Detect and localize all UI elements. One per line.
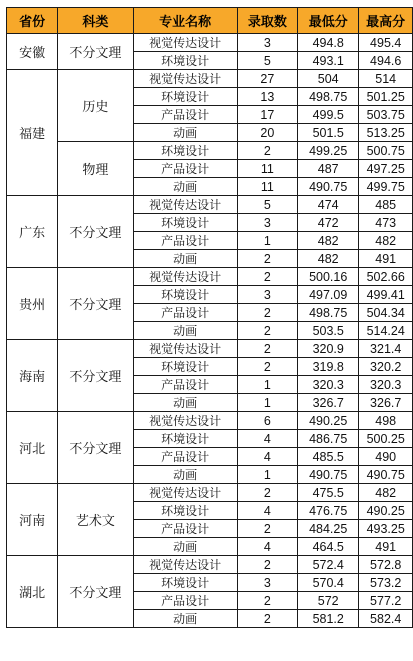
major-cell: 产品设计 — [133, 592, 237, 610]
max-score-cell: 500.25 — [359, 430, 413, 448]
major-cell: 动画 — [133, 610, 237, 628]
major-cell: 环境设计 — [133, 574, 237, 592]
admitted-count-cell: 11 — [237, 160, 297, 178]
max-score-cell: 473 — [359, 214, 413, 232]
admission-scores-table — [6, 7, 413, 628]
major-cell: 视觉传达设计 — [133, 412, 237, 430]
min-score-cell: 503.5 — [298, 322, 359, 340]
province-cell: 湖北 — [7, 556, 58, 628]
table-row — [7, 556, 413, 574]
admitted-count-cell: 2 — [237, 610, 297, 628]
header-major: 专业名称 — [133, 8, 237, 34]
major-cell: 视觉传达设计 — [133, 34, 237, 52]
admitted-count-cell: 2 — [237, 304, 297, 322]
min-score-cell: 499.5 — [298, 106, 359, 124]
category-cell: 不分文理 — [58, 196, 133, 268]
max-score-cell: 499.41 — [359, 286, 413, 304]
min-score-cell: 482 — [298, 232, 359, 250]
admitted-count-cell: 2 — [237, 268, 297, 286]
major-cell: 产品设计 — [133, 106, 237, 124]
max-score-cell: 500.75 — [359, 142, 413, 160]
major-cell: 动画 — [133, 322, 237, 340]
category-cell: 艺术文 — [58, 484, 133, 556]
min-score-cell: 319.8 — [298, 358, 359, 376]
min-score-cell: 490.75 — [298, 466, 359, 484]
min-score-cell: 497.09 — [298, 286, 359, 304]
min-score-cell: 500.16 — [298, 268, 359, 286]
admitted-count-cell: 4 — [237, 538, 297, 556]
admitted-count-cell: 2 — [237, 250, 297, 268]
max-score-cell: 503.75 — [359, 106, 413, 124]
header-max-score: 最高分 — [359, 8, 413, 34]
min-score-cell: 581.2 — [298, 610, 359, 628]
admitted-count-cell: 2 — [237, 340, 297, 358]
admitted-count-cell: 13 — [237, 88, 297, 106]
admitted-count-cell: 2 — [237, 322, 297, 340]
max-score-cell: 491 — [359, 538, 413, 556]
province-cell: 安徽 — [7, 34, 58, 70]
table-row — [7, 412, 413, 430]
admitted-count-cell: 2 — [237, 142, 297, 160]
max-score-cell: 320.3 — [359, 376, 413, 394]
province-cell: 海南 — [7, 340, 58, 412]
max-score-cell: 491 — [359, 250, 413, 268]
admitted-count-cell: 20 — [237, 124, 297, 142]
max-score-cell: 582.4 — [359, 610, 413, 628]
min-score-cell: 498.75 — [298, 88, 359, 106]
category-cell: 不分文理 — [58, 556, 133, 628]
admitted-count-cell: 3 — [237, 286, 297, 304]
admitted-count-cell: 1 — [237, 394, 297, 412]
min-score-cell: 484.25 — [298, 520, 359, 538]
max-score-cell: 514 — [359, 70, 413, 88]
major-cell: 视觉传达设计 — [133, 484, 237, 502]
max-score-cell: 499.75 — [359, 178, 413, 196]
header-row — [7, 8, 413, 34]
major-cell: 视觉传达设计 — [133, 70, 237, 88]
category-cell: 物理 — [58, 142, 133, 196]
max-score-cell: 504.34 — [359, 304, 413, 322]
min-score-cell: 490.75 — [298, 178, 359, 196]
admitted-count-cell: 17 — [237, 106, 297, 124]
max-score-cell: 490.25 — [359, 502, 413, 520]
category-cell: 不分文理 — [58, 268, 133, 340]
major-cell: 动画 — [133, 250, 237, 268]
admitted-count-cell: 5 — [237, 52, 297, 70]
admitted-count-cell: 6 — [237, 412, 297, 430]
admitted-count-cell: 11 — [237, 178, 297, 196]
header-province: 省份 — [7, 8, 58, 34]
admitted-count-cell: 3 — [237, 34, 297, 52]
admitted-count-cell: 4 — [237, 430, 297, 448]
max-score-cell: 577.2 — [359, 592, 413, 610]
table-row — [7, 34, 413, 52]
admitted-count-cell: 4 — [237, 448, 297, 466]
major-cell: 动画 — [133, 466, 237, 484]
max-score-cell: 501.25 — [359, 88, 413, 106]
table-row — [7, 268, 413, 286]
admitted-count-cell: 1 — [237, 232, 297, 250]
admission-table-container — [6, 7, 413, 628]
major-cell: 视觉传达设计 — [133, 340, 237, 358]
major-cell: 产品设计 — [133, 376, 237, 394]
admitted-count-cell: 5 — [237, 196, 297, 214]
max-score-cell: 490 — [359, 448, 413, 466]
admitted-count-cell: 27 — [237, 70, 297, 88]
admitted-count-cell: 2 — [237, 484, 297, 502]
min-score-cell: 485.5 — [298, 448, 359, 466]
header-admitted: 录取数 — [237, 8, 297, 34]
header-min-score: 最低分 — [298, 8, 359, 34]
max-score-cell: 572.8 — [359, 556, 413, 574]
min-score-cell: 501.5 — [298, 124, 359, 142]
major-cell: 环境设计 — [133, 502, 237, 520]
admitted-count-cell: 1 — [237, 466, 297, 484]
province-cell: 广东 — [7, 196, 58, 268]
min-score-cell: 472 — [298, 214, 359, 232]
major-cell: 视觉传达设计 — [133, 268, 237, 286]
min-score-cell: 475.5 — [298, 484, 359, 502]
min-score-cell: 320.3 — [298, 376, 359, 394]
max-score-cell: 482 — [359, 484, 413, 502]
admitted-count-cell: 3 — [237, 574, 297, 592]
admitted-count-cell: 2 — [237, 358, 297, 376]
major-cell: 动画 — [133, 124, 237, 142]
table-row — [7, 484, 413, 502]
table-row — [7, 340, 413, 358]
major-cell: 动画 — [133, 538, 237, 556]
max-score-cell: 493.25 — [359, 520, 413, 538]
admitted-count-cell: 2 — [237, 520, 297, 538]
max-score-cell: 490.75 — [359, 466, 413, 484]
major-cell: 动画 — [133, 394, 237, 412]
major-cell: 环境设计 — [133, 52, 237, 70]
province-cell: 贵州 — [7, 268, 58, 340]
major-cell: 动画 — [133, 178, 237, 196]
max-score-cell: 321.4 — [359, 340, 413, 358]
major-cell: 视觉传达设计 — [133, 556, 237, 574]
min-score-cell: 572.4 — [298, 556, 359, 574]
min-score-cell: 499.25 — [298, 142, 359, 160]
major-cell: 环境设计 — [133, 214, 237, 232]
max-score-cell: 494.6 — [359, 52, 413, 70]
max-score-cell: 497.25 — [359, 160, 413, 178]
category-cell: 不分文理 — [58, 340, 133, 412]
admitted-count-cell: 2 — [237, 556, 297, 574]
major-cell: 产品设计 — [133, 232, 237, 250]
min-score-cell: 490.25 — [298, 412, 359, 430]
table-row — [7, 70, 413, 88]
admitted-count-cell: 1 — [237, 376, 297, 394]
min-score-cell: 476.75 — [298, 502, 359, 520]
min-score-cell: 570.4 — [298, 574, 359, 592]
major-cell: 环境设计 — [133, 286, 237, 304]
min-score-cell: 494.8 — [298, 34, 359, 52]
max-score-cell: 573.2 — [359, 574, 413, 592]
max-score-cell: 513.25 — [359, 124, 413, 142]
max-score-cell: 485 — [359, 196, 413, 214]
min-score-cell: 504 — [298, 70, 359, 88]
province-cell: 河北 — [7, 412, 58, 484]
major-cell: 产品设计 — [133, 304, 237, 322]
table-row — [7, 196, 413, 214]
min-score-cell: 487 — [298, 160, 359, 178]
admitted-count-cell: 2 — [237, 592, 297, 610]
major-cell: 产品设计 — [133, 520, 237, 538]
min-score-cell: 464.5 — [298, 538, 359, 556]
province-cell: 河南 — [7, 484, 58, 556]
min-score-cell: 498.75 — [298, 304, 359, 322]
max-score-cell: 482 — [359, 232, 413, 250]
major-cell: 产品设计 — [133, 448, 237, 466]
admitted-count-cell: 4 — [237, 502, 297, 520]
min-score-cell: 474 — [298, 196, 359, 214]
min-score-cell: 320.9 — [298, 340, 359, 358]
min-score-cell: 486.75 — [298, 430, 359, 448]
major-cell: 环境设计 — [133, 142, 237, 160]
header-category: 科类 — [58, 8, 133, 34]
min-score-cell: 572 — [298, 592, 359, 610]
min-score-cell: 482 — [298, 250, 359, 268]
province-cell: 福建 — [7, 70, 58, 196]
max-score-cell: 514.24 — [359, 322, 413, 340]
category-cell: 不分文理 — [58, 412, 133, 484]
max-score-cell: 502.66 — [359, 268, 413, 286]
max-score-cell: 320.2 — [359, 358, 413, 376]
major-cell: 环境设计 — [133, 88, 237, 106]
table-body — [7, 34, 413, 628]
max-score-cell: 326.7 — [359, 394, 413, 412]
table-row — [7, 142, 413, 160]
max-score-cell: 498 — [359, 412, 413, 430]
major-cell: 环境设计 — [133, 430, 237, 448]
major-cell: 产品设计 — [133, 160, 237, 178]
major-cell: 视觉传达设计 — [133, 196, 237, 214]
admitted-count-cell: 3 — [237, 214, 297, 232]
category-cell: 不分文理 — [58, 34, 133, 70]
max-score-cell: 495.4 — [359, 34, 413, 52]
min-score-cell: 326.7 — [298, 394, 359, 412]
category-cell: 历史 — [58, 70, 133, 142]
min-score-cell: 493.1 — [298, 52, 359, 70]
major-cell: 环境设计 — [133, 358, 237, 376]
